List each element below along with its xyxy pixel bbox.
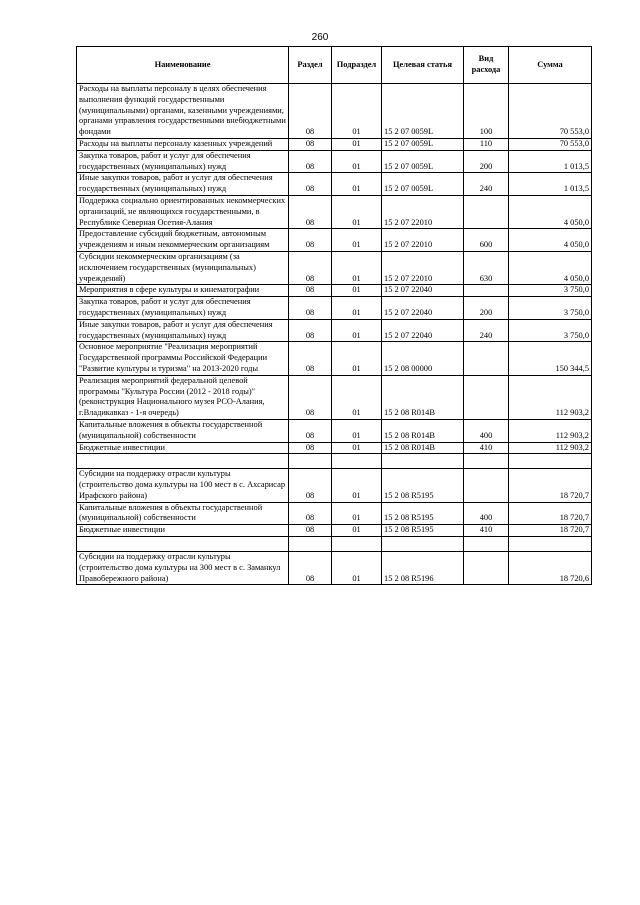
cell-name: Бюджетные инвестиции (77, 442, 289, 454)
cell-expense-type: 200 (464, 297, 509, 320)
cell-section: 08 (289, 229, 332, 252)
cell-name: Закупка товаров, работ и услуг для обеспечения государственных (муниципальных) нужд (77, 297, 289, 320)
table-row (77, 419, 592, 442)
cell-subsection: 01 (332, 173, 382, 196)
cell-target-article: 15 2 08 R5195 (382, 525, 464, 537)
cell-name: Иные закупки товаров, работ и услуг для обеспечения государственных (муниципальных) нужд (77, 173, 289, 196)
cell-section: 08 (289, 502, 332, 525)
cell-expense-type: 240 (464, 173, 509, 196)
cell-subsection: 01 (332, 552, 382, 585)
cell-expense-type (464, 342, 509, 375)
cell-sum: 112 903,2 (509, 442, 592, 454)
cell-sum: 18 720,6 (509, 552, 592, 585)
cell-expense-type (464, 195, 509, 228)
cell-subsection: 01 (332, 285, 382, 297)
spacer-cell (289, 454, 332, 469)
cell-target-article: 15 2 07 22010 (382, 229, 464, 252)
cell-subsection: 01 (332, 419, 382, 442)
cell-subsection: 01 (332, 229, 382, 252)
table-header-row (77, 47, 592, 84)
header-name: Наименование (77, 47, 289, 84)
cell-target-article: 15 2 07 0059L (382, 150, 464, 173)
table-row (77, 502, 592, 525)
table-body (77, 84, 592, 585)
cell-name: Предоставление субсидий бюджетным, автономным учреждениям и иным некоммерческим организациям (77, 229, 289, 252)
cell-subsection: 01 (332, 84, 382, 139)
table-row (77, 251, 592, 284)
cell-expense-type: 630 (464, 251, 509, 284)
cell-target-article: 15 2 07 22040 (382, 285, 464, 297)
header-expense-type: Вид расхода (464, 47, 509, 84)
table-row (77, 525, 592, 537)
cell-sum: 150 344,5 (509, 342, 592, 375)
budget-table (76, 46, 592, 585)
cell-section: 08 (289, 285, 332, 297)
cell-target-article: 15 2 08 R5196 (382, 552, 464, 585)
cell-section: 08 (289, 251, 332, 284)
cell-subsection: 01 (332, 525, 382, 537)
cell-name: Поддержка социально ориентированных некоммерческих организаций, не являющихся государственными, в Республике Северная Осетия-Алания (77, 195, 289, 228)
cell-name: Субсидии некоммерческим организациям (за исключением государственных (муниципальных) учреждений) (77, 251, 289, 284)
cell-sum: 3 750,0 (509, 297, 592, 320)
header-sum: Сумма (509, 47, 592, 84)
header-subsection: Подраздел (332, 47, 382, 84)
cell-subsection: 01 (332, 342, 382, 375)
cell-subsection: 01 (332, 150, 382, 173)
cell-sum: 3 750,0 (509, 319, 592, 342)
cell-section: 08 (289, 195, 332, 228)
cell-name: Закупка товаров, работ и услуг для обеспечения государственных (муниципальных) нужд (77, 150, 289, 173)
cell-expense-type: 110 (464, 138, 509, 150)
cell-section: 08 (289, 419, 332, 442)
cell-expense-type: 600 (464, 229, 509, 252)
cell-name: Иные закупки товаров, работ и услуг для обеспечения государственных (муниципальных) нужд (77, 319, 289, 342)
cell-name: Основное мероприятие "Реализация мероприятий Государственной программы Российской Федерации "Развитие культуры и туризма" на 2013-2020 годы (77, 342, 289, 375)
cell-section: 08 (289, 375, 332, 419)
spacer-row (77, 537, 592, 552)
cell-subsection: 01 (332, 138, 382, 150)
table-row (77, 442, 592, 454)
spacer-cell (332, 454, 382, 469)
cell-sum: 70 553,0 (509, 138, 592, 150)
cell-name: Реализация мероприятий федеральной целевой программы "Культура России (2012 - 2018 годы)" (реконструкция Национального музея РСО-Алания, г.Владикавказ - 1-я очередь) (77, 375, 289, 419)
cell-sum: 4 050,0 (509, 229, 592, 252)
cell-sum: 70 553,0 (509, 84, 592, 139)
cell-section: 08 (289, 319, 332, 342)
cell-expense-type: 400 (464, 419, 509, 442)
spacer-cell (332, 537, 382, 552)
cell-target-article: 15 2 07 22040 (382, 319, 464, 342)
cell-target-article: 15 2 07 0059L (382, 173, 464, 196)
cell-section: 08 (289, 297, 332, 320)
cell-sum: 18 720,7 (509, 502, 592, 525)
cell-name: Бюджетные инвестиции (77, 525, 289, 537)
cell-name: Расходы на выплаты персоналу в целях обеспечения выполнения функций государственными (муниципальными) органами, казенными учреждениями, органами управления государственными внебюджетными фондами (77, 84, 289, 139)
cell-section: 08 (289, 342, 332, 375)
cell-section: 08 (289, 150, 332, 173)
cell-expense-type (464, 285, 509, 297)
spacer-cell (509, 454, 592, 469)
table-row (77, 297, 592, 320)
cell-subsection: 01 (332, 375, 382, 419)
cell-target-article: 15 2 07 0059L (382, 84, 464, 139)
header-section: Раздел (289, 47, 332, 84)
cell-target-article: 15 2 08 R014В (382, 375, 464, 419)
cell-section: 08 (289, 84, 332, 139)
table-row (77, 285, 592, 297)
cell-sum: 18 720,7 (509, 469, 592, 502)
cell-target-article: 15 2 07 0059L (382, 138, 464, 150)
cell-expense-type: 410 (464, 525, 509, 537)
cell-name: Мероприятия в сфере культуры и кинематографии (77, 285, 289, 297)
table-row (77, 342, 592, 375)
cell-sum: 1 013,5 (509, 150, 592, 173)
cell-subsection: 01 (332, 251, 382, 284)
cell-subsection: 01 (332, 469, 382, 502)
cell-name: Субсидии на поддержку отрасли культуры (строительство дома культуры на 300 мест в с. Заманкул Правобережного района) (77, 552, 289, 585)
cell-target-article: 15 2 07 22010 (382, 251, 464, 284)
cell-expense-type (464, 552, 509, 585)
cell-sum: 3 750,0 (509, 285, 592, 297)
table-row (77, 469, 592, 502)
table-row (77, 319, 592, 342)
cell-name: Капитальные вложения в объекты государственной (муниципальной) собственности (77, 502, 289, 525)
cell-subsection: 01 (332, 195, 382, 228)
cell-target-article: 15 2 07 22040 (382, 297, 464, 320)
cell-expense-type (464, 375, 509, 419)
cell-name: Капитальные вложения в объекты государственной (муниципальной) собственности (77, 419, 289, 442)
cell-target-article: 15 2 08 R014В (382, 419, 464, 442)
header-target-article: Целевая статья (382, 47, 464, 84)
cell-target-article: 15 2 08 R5195 (382, 502, 464, 525)
table-row (77, 138, 592, 150)
table-row (77, 375, 592, 419)
cell-section: 08 (289, 469, 332, 502)
cell-section: 08 (289, 173, 332, 196)
spacer-cell (77, 537, 289, 552)
spacer-cell (77, 454, 289, 469)
spacer-cell (464, 537, 509, 552)
cell-name: Расходы на выплаты персоналу казенных учреждений (77, 138, 289, 150)
spacer-cell (509, 537, 592, 552)
cell-expense-type: 400 (464, 502, 509, 525)
spacer-row (77, 454, 592, 469)
cell-sum: 18 720,7 (509, 525, 592, 537)
cell-expense-type: 410 (464, 442, 509, 454)
spacer-cell (382, 537, 464, 552)
page-number: 260 (311, 32, 329, 43)
table-row (77, 229, 592, 252)
spacer-cell (464, 454, 509, 469)
cell-expense-type: 200 (464, 150, 509, 173)
cell-subsection: 01 (332, 502, 382, 525)
table-row (77, 195, 592, 228)
cell-subsection: 01 (332, 442, 382, 454)
cell-section: 08 (289, 442, 332, 454)
table-row (77, 173, 592, 196)
spacer-cell (289, 537, 332, 552)
cell-section: 08 (289, 525, 332, 537)
cell-section: 08 (289, 552, 332, 585)
table-row (77, 150, 592, 173)
cell-target-article: 15 2 07 22010 (382, 195, 464, 228)
cell-target-article: 15 2 08 00000 (382, 342, 464, 375)
cell-expense-type (464, 469, 509, 502)
cell-name: Субсидии на поддержку отрасли культуры (строительство дома культуры на 100 мест в с. Ахсарисар Ирафского района) (77, 469, 289, 502)
cell-expense-type: 240 (464, 319, 509, 342)
cell-sum: 4 050,0 (509, 195, 592, 228)
cell-subsection: 01 (332, 297, 382, 320)
table-row (77, 552, 592, 585)
cell-sum: 112 903,2 (509, 375, 592, 419)
cell-target-article: 15 2 08 R5195 (382, 469, 464, 502)
cell-target-article: 15 2 08 R014В (382, 442, 464, 454)
cell-section: 08 (289, 138, 332, 150)
cell-expense-type: 100 (464, 84, 509, 139)
spacer-cell (382, 454, 464, 469)
cell-subsection: 01 (332, 319, 382, 342)
table-row (77, 84, 592, 139)
cell-sum: 4 050,0 (509, 251, 592, 284)
cell-sum: 1 013,5 (509, 173, 592, 196)
cell-sum: 112 903,2 (509, 419, 592, 442)
